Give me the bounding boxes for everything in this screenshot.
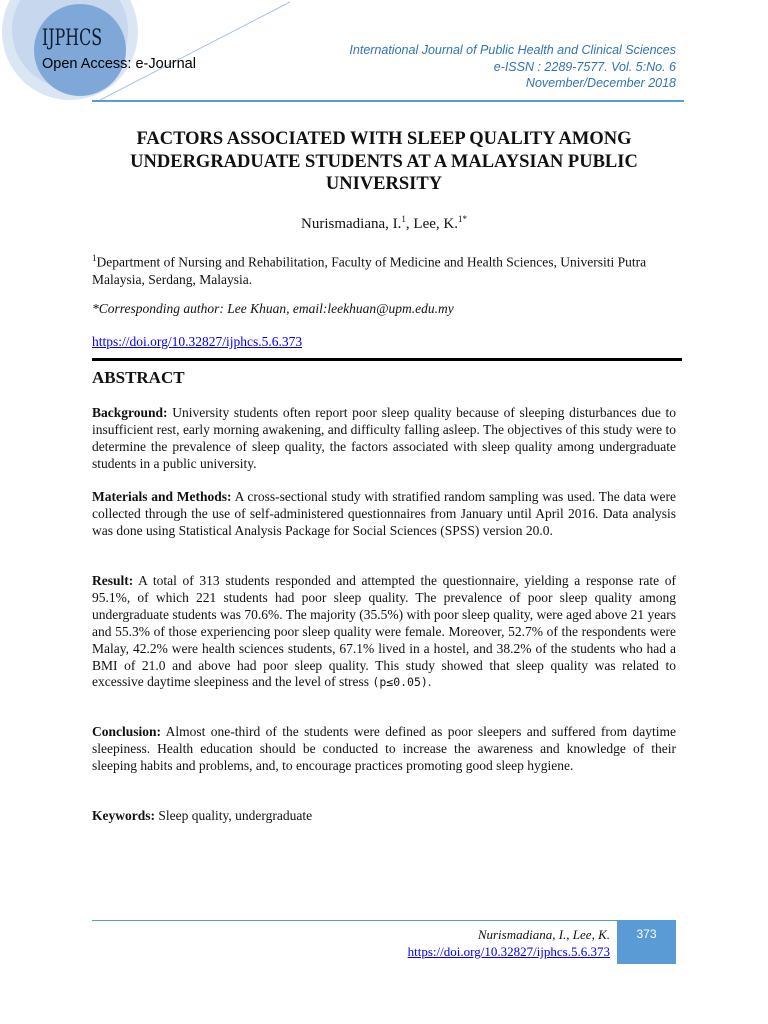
doi-link[interactable]: https://doi.org/10.32827/ijphcs.5.6.373 <box>92 334 303 349</box>
abstract-methods <box>92 489 676 540</box>
keywords <box>92 808 676 825</box>
journal-issn: e-ISSN : 2289-7577. Vol. 5:No. 6 <box>493 59 676 74</box>
background-text: University students often report poor sleep quality because of sleeping disturbances due to insufficient rest, early morning awakening, and difficulty falling asleep. The objectives of this study were to determine the prevalence of sleep quality, the factors associated with sleep quality among undergraduate students in a public university. <box>92 405 676 471</box>
abstract-heading: ABSTRACT <box>92 368 185 387</box>
logo-text: IJPHCS <box>42 26 103 51</box>
footer-authors: Nurismadiana, I., Lee, K. <box>477 927 610 942</box>
author-affiliation-mark: 1 <box>401 214 406 224</box>
abstract-background <box>92 405 676 473</box>
result-end: . <box>427 674 432 690</box>
author-name: Lee, K. <box>413 216 458 232</box>
page-number-badge <box>617 921 676 964</box>
abstract-conclusion <box>92 724 676 775</box>
footer-doi-link[interactable]: https://doi.org/10.32827/ijphcs.5.6.373 <box>407 944 610 959</box>
author-separator: , <box>405 216 414 232</box>
author-affiliation-mark: 1* <box>457 214 467 224</box>
author-name: Nurismadiana, I. <box>301 216 402 232</box>
header-divider <box>92 100 684 102</box>
open-access-label: Open Access: e-Journal <box>42 56 196 72</box>
abstract-result <box>92 573 676 691</box>
journal-info <box>349 42 676 92</box>
section-divider <box>92 358 682 361</box>
methods-text: A cross-sectional study with stratified random sampling was used. The data were collected through the use of self-administered questionnaires from January until April 2016. Data analysis was done using Statistical Analysis Package for Social Sciences (SPSS) version 20.0. <box>92 489 676 538</box>
affiliation <box>92 250 678 288</box>
result-label: Result: <box>92 573 134 588</box>
background-label: Background: <box>92 405 168 420</box>
conclusion-text: Almost one-third of the students were defined as poor sleepers and suffered from daytime sleepiness. Health education should be conducted to increase the awareness and knowledge of their sleeping habits and problems, and, to encourage practices promoting good sleep hygiene. <box>92 724 676 773</box>
result-text: A total of 313 students responded and attempted the questionnaire, yielding a response rate of 95.1%, of which 221 students had poor sleep quality. The prevalence of poor sleep quality among undergraduate students was 70.6%. The majority (35.5%) with poor sleep quality, were aged above 21 years and 55.3% of those experiencing poor sleep quality were female. Moreover, 52.7% of the respondents were Malay, 42.2% were health sciences students, 67.1% lived in a hostel, and 38.2% of the students who had a BMI of 21.0 and above had poor sleep quality. This study showed that sleep quality was related to excessive daytime sleepiness and the level of stress <box>92 573 676 690</box>
affiliation-mark: 1 <box>92 253 97 263</box>
page-number: 373 <box>636 927 657 941</box>
journal-name: International Journal of Public Health and Clinical Sciences <box>349 43 676 57</box>
journal-logo <box>0 0 300 110</box>
conclusion-label: Conclusion: <box>92 724 162 739</box>
result-p-value: (p≤0.05) <box>372 675 428 690</box>
affiliation-text: Department of Nursing and Rehabilitation, Faculty of Medicine and Health Sciences, Universiti Putra Malaysia, Serdang, Malaysia. <box>92 254 647 287</box>
footer-divider <box>92 920 676 921</box>
keywords-label: Keywords: <box>92 808 155 823</box>
logo-graphic <box>0 0 300 110</box>
corresponding-author: *Corresponding author: Lee Khuan, email:leekhuan@upm.edu.my <box>92 301 454 316</box>
keywords-text: Sleep quality, undergraduate <box>155 808 313 823</box>
author-line <box>0 214 768 233</box>
methods-label: Materials and Methods: <box>92 489 232 504</box>
article-title: FACTORS ASSOCIATED WITH SLEEP QUALITY AMONG UNDERGRADUATE STUDENTS AT A MALAYSIAN PUBLIC UNIVERSITY <box>130 129 638 194</box>
journal-date: November/December 2018 <box>525 76 676 90</box>
